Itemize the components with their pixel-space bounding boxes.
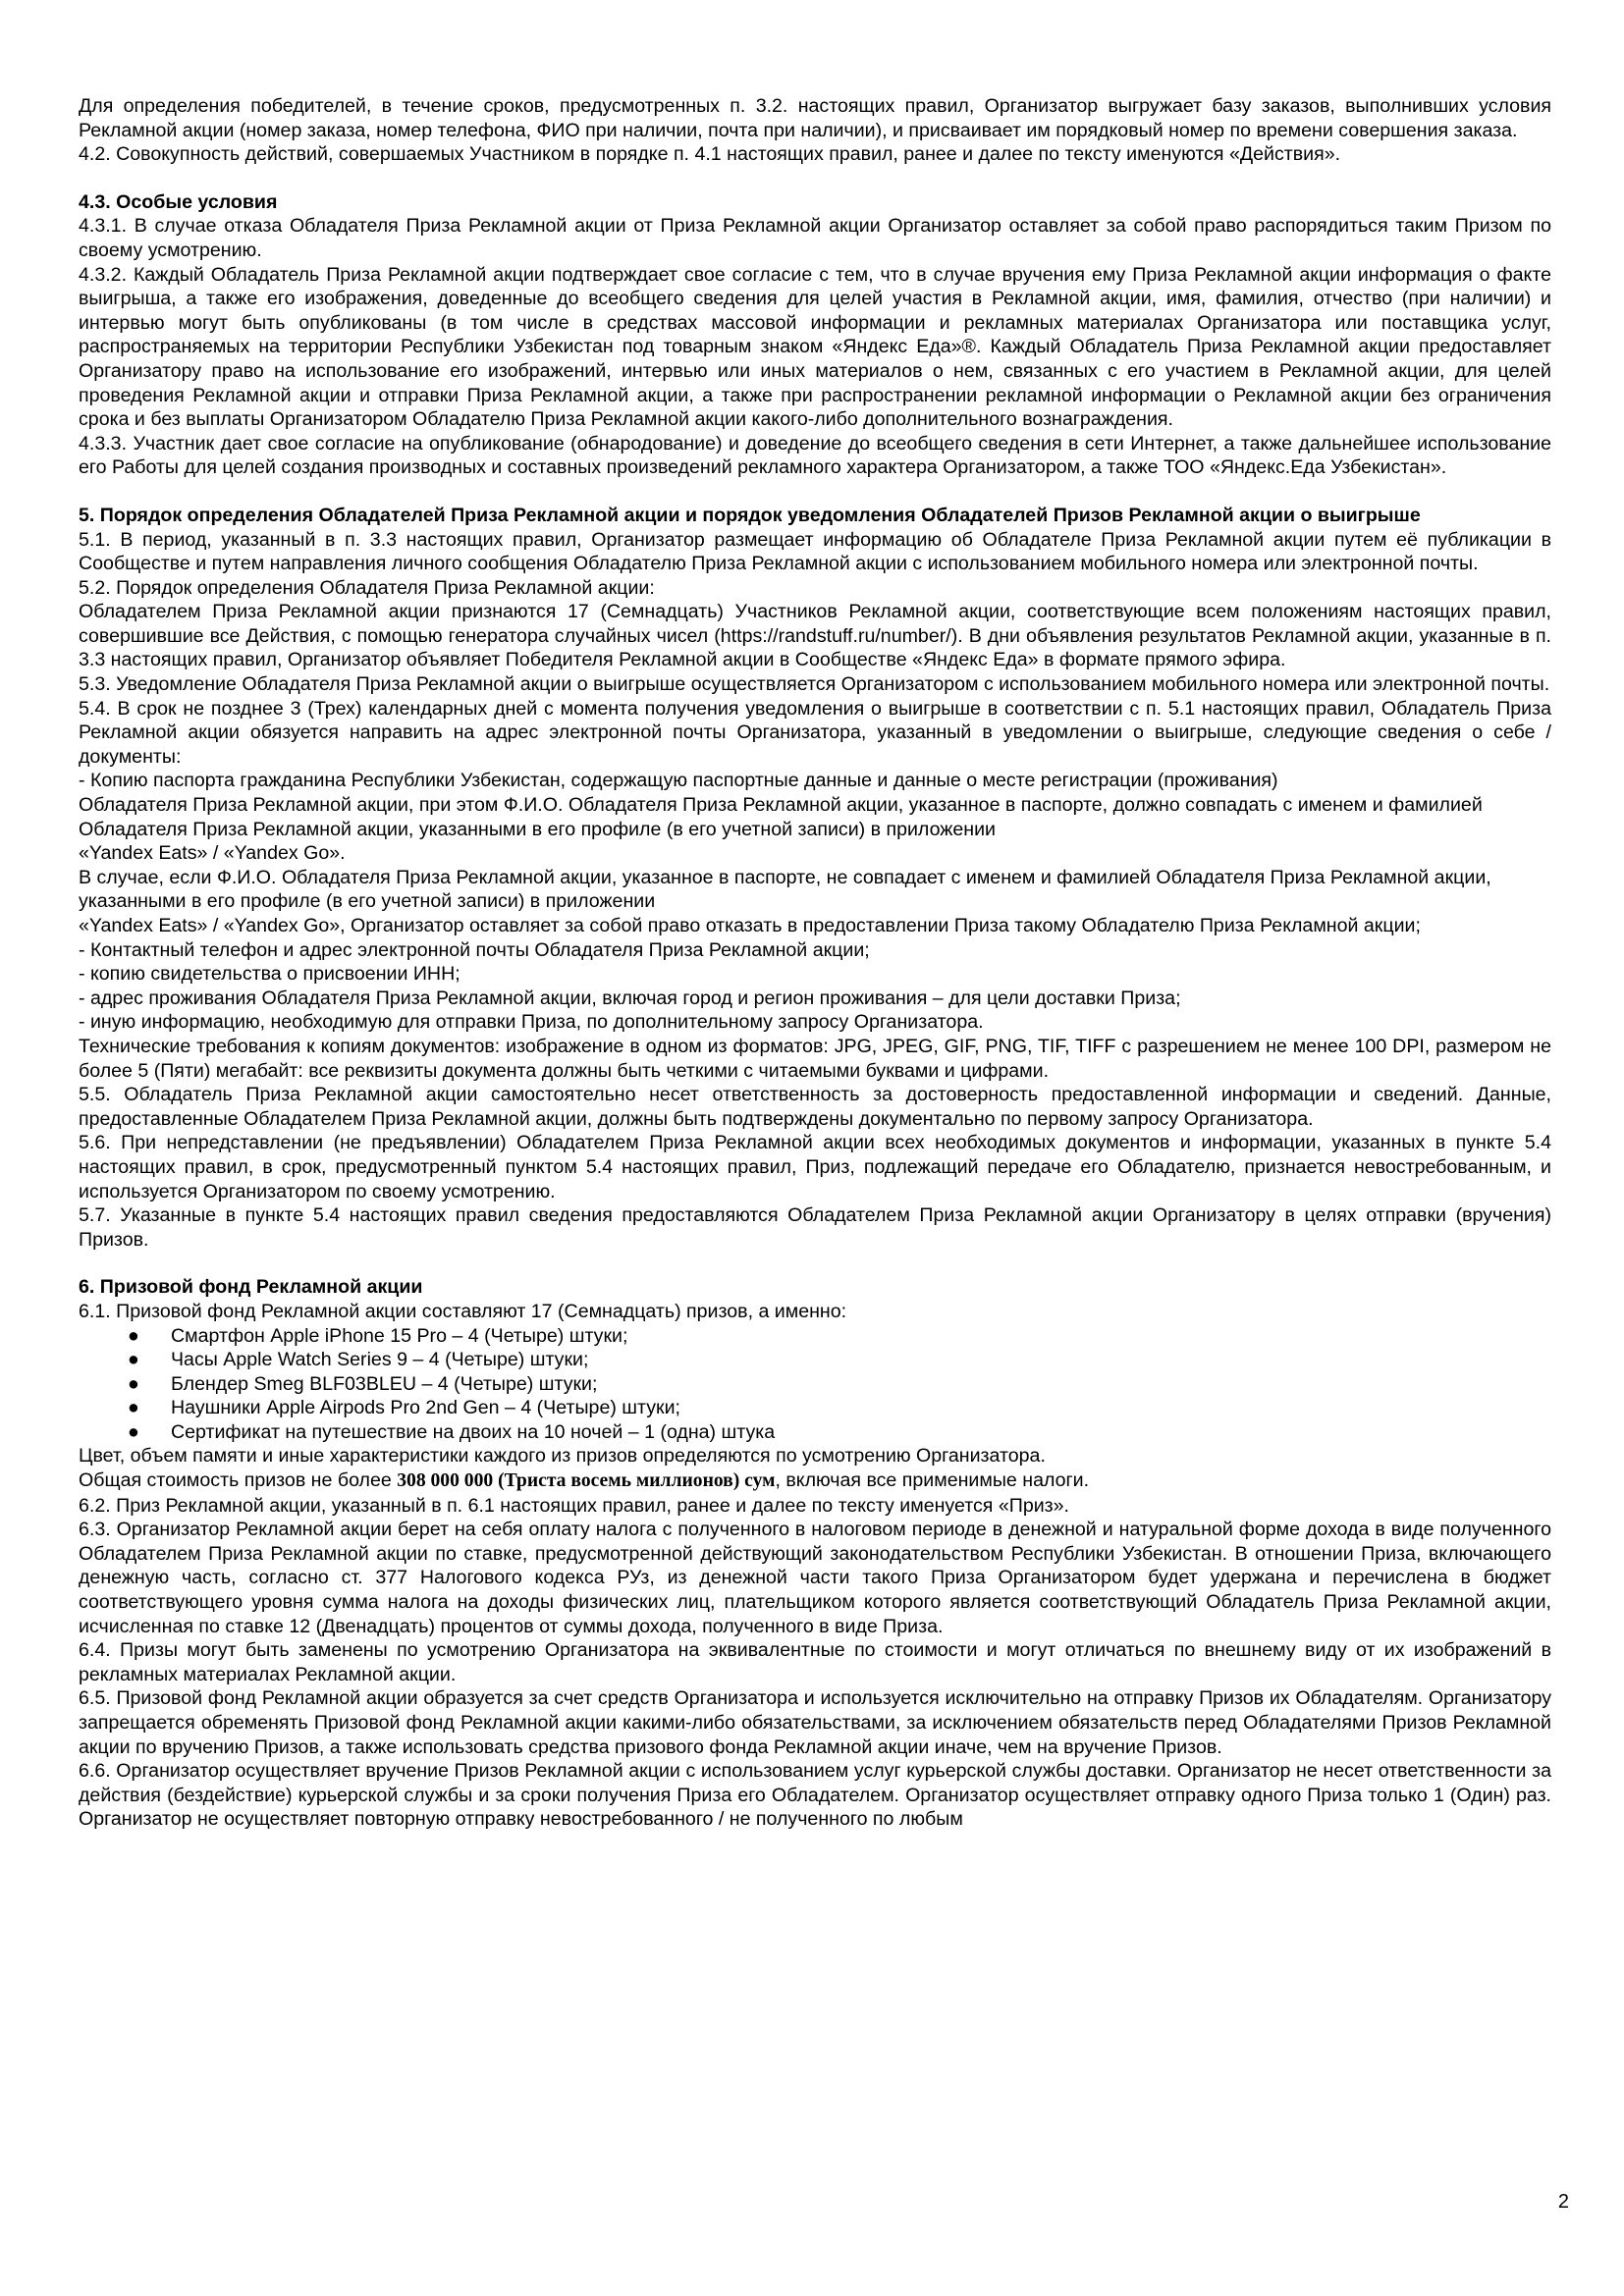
- paragraph-4-3-1: 4.3.1. В случае отказа Обладателя Приза Рекламной акции от Приза Рекламной акции Организатор оставляет за собой право распорядиться таким Призом по своему усмотрению.: [79, 215, 1551, 261]
- paragraph-5-4-mismatch: В случае, если Ф.И.О. Обладателя Приза Рекламной акции, указанное в паспорте, не совпадает с именем и фамилией Обладателя Приза Рекламной акции, указанными в его профиле (в его учетной записи) в приложении: [79, 866, 1491, 913]
- paragraph-5-1: 5.1. В период, указанный в п. 3.3 настоящих правил, Организатор размещает информацию об Обладателе Приза Рекламной акции путем её публикации в Сообществе и путем направления личного сообщения Обладателю Приза Рекламной акции с использованием мобильного номера или электронной почты.: [79, 528, 1551, 575]
- bullet-icon: ●: [128, 1372, 139, 1395]
- paragraph-6-1: 6.1. Призовой фонд Рекламной акции составляют 17 (Семнадцать) призов, а именно:: [79, 1300, 847, 1322]
- paragraph-5-5: 5.5. Обладатель Приза Рекламной акции самостоятельно несет ответственность за достоверность предоставленной информации и сведений. Данные, предоставленные Обладателем Приза Рекламной акции, должны быть подтверждены документально по первому запросу Организатора.: [79, 1084, 1551, 1130]
- paragraph-5-4: 5.4. В срок не позднее 3 (Трех) календарных дней с момента получения уведомления о выигрыше в соответствии с п. 5.1 настоящих правил, Обладатель Приза Рекламной акции обязуется направить на адрес электронной почты Организатора, указанный в уведомлении о выигрыше, следующие сведения о себе / документы:: [79, 697, 1551, 768]
- paragraph-5-6: 5.6. При непредставлении (не предъявлении) Обладателем Приза Рекламной акции всех необходимых документов и информации, указанных в пункте 5.4 настоящих правил, в срок, предусмотренный пунктом 5.4 настоящих правил, Приз, подлежащий передаче его Обладателю, признается невостребованным, и используется Организатором по своему усмотрению.: [79, 1132, 1551, 1202]
- prize-list: [79, 1324, 1551, 1445]
- page-number: 2: [1557, 2191, 1569, 2213]
- document-page: [79, 94, 1551, 1832]
- paragraph-5-4-apps: «Yandex Eats» / «Yandex Go».: [79, 842, 346, 865]
- heading-6: 6. Призовой фонд Рекламной акции: [79, 1276, 423, 1299]
- bullet-icon: ●: [128, 1420, 139, 1443]
- list-item: ● Сертификат на путешествие на двоих на 10 ночей – 1 (одна) штука: [128, 1420, 776, 1443]
- bullet-icon: ●: [128, 1349, 139, 1371]
- paragraph-5-4-refuse: «Yandex Eats» / «Yandex Go», Организатор оставляет за собой право отказать в предоставлении Приза такому Обладателю Приза Рекламной акции;: [79, 915, 1421, 936]
- paragraph-5-4-inn: - копию свидетельства о присвоении ИНН;: [79, 963, 460, 986]
- paragraph-6-6: 6.6. Организатор осуществляет вручение Призов Рекламной акции с использованием услуг курьерской службы доставки. Организатор не несет ответственности за действия (бездействие) курьерской службы и за сроки получения Приза его Обладателем. Организатор осуществляет отправку одного Приза только 1 (Один) раз. Организатор не осуществляет повторную отправку невостребованного / не полученного по любым: [79, 1760, 1551, 1831]
- paragraph-4-3-2: 4.3.2. Каждый Обладатель Приза Рекламной акции подтверждает свое согласие с тем, что в случае вручения ему Приза Рекламной акции информация о факте выигрыша, а также его изображения, доведенные до всеобщего сведения для целей участия в Рекламной акции, имя, фамилия, отчество (при наличии) и интервью могут быть опубликованы (в том числе в средствах массовой информации и рекламных материалах Организатора или поставщика услуг, распространяемых на территории Республики Узбекистан под товарным знаком «Яндекс Еда»®. Каждый Обладатель Приза Рекламной акции предоставляет Организатору право на использование его изображений, интервью или иных материалов о нем, связанных с его участием в Рекламной акции, для целей проведения Рекламной акции и отправки Приза Рекламной акции, а также при распространении рекламной информации о Рекламной акции без ограничения срока и без выплаты Организатором Обладателю Приза Рекламной акции какого-либо дополнительного вознаграждения.: [79, 263, 1551, 431]
- paragraph-6-3: 6.3. Организатор Рекламной акции берет на себя оплату налога с полученного в налоговом периоде в денежной и натуральной форме дохода в виде полученного Обладателем Приза Рекламной акции по ставке, предусмотренной действующий законодательством Республики Узбекистан. В отношении Приза, включающего денежную часть, согласно ст. 377 Налогового кодекса РУз, из денежной части такого Приза Организатором будет удержана и перечислена в бюджет соответствующего уровня сумма налога на доходы физических лиц, плательщиком которого является соответствующий Обладатель Приза Рекламной акции, исчисленная по ставке 12 (Двенадцать) процентов от суммы дохода, полученного в виде Приза.: [79, 1519, 1551, 1637]
- list-item: ● Блендер Smeg BLF03BLEU – 4 (Четыре) штуки;: [128, 1372, 598, 1395]
- paragraph-5-2: 5.2. Порядок определения Обладателя Приза Рекламной акции:: [79, 576, 655, 599]
- paragraph-5-4-contact: - Контактный телефон и адрес электронной почты Обладателя Приза Рекламной акции;: [79, 938, 870, 961]
- paragraph-5-7: 5.7. Указанные в пункте 5.4 настоящих правил сведения предоставляются Обладателем Приза Рекламной акции Организатору в целях отправки (вручения) Призов.: [79, 1204, 1551, 1251]
- heading-5: 5. Порядок определения Обладателей Приза Рекламной акции и порядок уведомления Обладателей Призов Рекламной акции о выигрыше: [79, 504, 1421, 526]
- bullet-icon: ●: [128, 1324, 139, 1347]
- paragraph-5-4-holder: Обладателя Приза Рекламной акции, при этом Ф.И.О. Обладателя Приза Рекламной акции, указанное в паспорте, должно совпадать с именем и фамилией Обладателя Приза Рекламной акции, указанными в его профиле (в его учетной записи) в приложении: [79, 794, 1483, 840]
- paragraph-characteristics: Цвет, объем памяти и иные характеристики каждого из призов определяются по усмотрению Организатора.: [79, 1445, 1046, 1468]
- paragraph-4-1-cont: Для определения победителей, в течение сроков, предусмотренных п. 3.2. настоящих правил, Организатор выгружает базу заказов, выполнивших условия Рекламной акции (номер заказа, номер телефона, ФИО при наличии, почта при наличии), и присваивает им порядковый номер по времени совершения заказа.: [79, 95, 1551, 141]
- paragraph-5-4-passport: - Копию паспорта гражданина Республики Узбекистан, содержащую паспортные данные и данные о месте регистрации (проживания): [79, 770, 1278, 792]
- paragraph-6-4: 6.4. Призы могут быть заменены по усмотрению Организатора на эквивалентные по стоимости и могут отличаться по внешнему виду от их изображений в рекламных материалах Рекламной акции.: [79, 1639, 1551, 1685]
- list-item: ● Наушники Apple Airpods Pro 2nd Gen – 4 (Четыре) штуки;: [128, 1397, 680, 1419]
- list-item: ● Часы Apple Watch Series 9 – 4 (Четыре) штуки;: [128, 1349, 589, 1371]
- paragraph-5-4-address: - адрес проживания Обладателя Приза Рекламной акции, включая город и регион проживания – для цели доставки Приза;: [79, 987, 1181, 1009]
- paragraph-6-5: 6.5. Призовой фонд Рекламной акции образуется за счет средств Организатора и используется исключительно на отправку Призов их Обладателям. Организатору запрещается обременять Призовой фонд Рекламной акции какими-либо обязательствами, за исключением обязательств перед Обладателями Призов Рекламной акции по вручению Призов, а также использовать средства призового фонда Рекламной акции иначе, чем на вручение Призов.: [79, 1687, 1551, 1758]
- total-amount: 308 000 000 (Триста восемь миллионов) сум: [397, 1470, 776, 1492]
- paragraph-5-2-body: Обладателем Приза Рекламной акции признаются 17 (Семнадцать) Участников Рекламной акции, соответствующие всем положениям настоящих правил, совершившие все Действия, с помощью генератора случайных чисел (https://randstuff.ru/number/). В дни объявления результатов Рекламной акции, указанные в п. 3.3 настоящих правил, Организатор объявляет Победителя Рекламной акции в Сообществе «Яндекс Еда» в формате прямого эфира.: [79, 601, 1551, 671]
- paragraph-total-cost: Общая стоимость призов не более 308 000 000 (Триста восемь миллионов) сум, включая все применимые налоги.: [79, 1469, 1090, 1492]
- paragraph-6-2: 6.2. Приз Рекламной акции, указанный в п. 6.1 настоящих правил, ранее и далее по тексту именуется «Приз».: [79, 1494, 1069, 1517]
- paragraph-4-3-3: 4.3.3. Участник дает свое согласие на опубликование (обнародование) и доведение до всеобщего сведения в сети Интернет, а также дальнейшее использование его Работы для целей создания производных и составных произведений рекламного характера Организатором, а также ТОО «Яндекс.Еда Узбекистан».: [79, 432, 1551, 479]
- paragraph-5-4-other: - иную информацию, необходимую для отправки Приза, по дополнительному запросу Организатора.: [79, 1011, 984, 1034]
- paragraph-4-2: 4.2. Совокупность действий, совершаемых Участником в порядке п. 4.1 настоящих правил, ранее и далее по тексту именуются «Действия».: [79, 143, 1341, 166]
- bullet-icon: ●: [128, 1397, 139, 1419]
- paragraph-5-3: 5.3. Уведомление Обладателя Приза Рекламной акции о выигрыше осуществляется Организатором с использованием мобильного номера или электронной почты.: [79, 673, 1550, 696]
- list-item: ● Смартфон Apple iPhone 15 Pro – 4 (Четыре) штуки;: [128, 1324, 628, 1347]
- heading-4-3: 4.3. Особые условия: [79, 190, 278, 213]
- paragraph-5-4-tech: Технические требования к копиям документов: изображение в одном из форматов: JPG, JPEG, GIF, PNG, TIF, TIFF с разрешением не менее 100 DPI, размером не более 5 (Пяти) мегабайт: все реквизиты документа должны быть четкими с читаемыми буквами и цифрами.: [79, 1035, 1551, 1082]
